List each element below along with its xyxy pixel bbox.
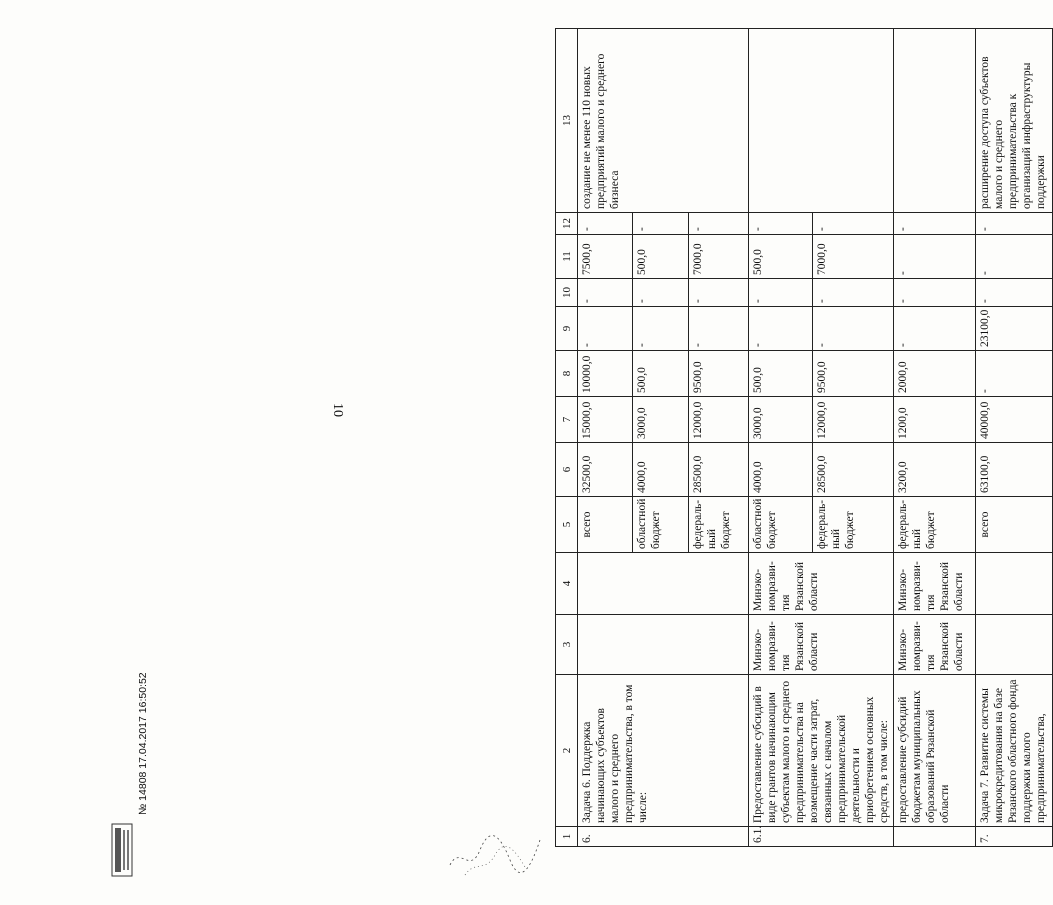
value-cell: - bbox=[976, 213, 1053, 235]
table-row bbox=[578, 29, 633, 847]
header-cell: 6 bbox=[556, 443, 578, 497]
coexecutor-cell bbox=[976, 553, 1053, 615]
value-cell: - bbox=[633, 213, 689, 235]
row-number: 7. bbox=[976, 827, 1053, 847]
value-cell: - bbox=[976, 235, 1053, 279]
value-cell: - bbox=[749, 213, 813, 235]
value-cell: 15000,0 bbox=[578, 397, 633, 443]
value-cell: 3000,0 bbox=[633, 397, 689, 443]
value-cell: - bbox=[749, 307, 813, 351]
value-cell: - bbox=[578, 213, 633, 235]
coexecutor-cell bbox=[578, 553, 749, 615]
value-cell: - bbox=[812, 307, 893, 351]
value-cell: 28500,0 bbox=[812, 443, 893, 497]
value-cell: 1200,0 bbox=[894, 397, 976, 443]
value-cell: - bbox=[976, 279, 1053, 307]
table-row bbox=[894, 29, 976, 847]
value-cell: - bbox=[633, 307, 689, 351]
value-cell: 12000,0 bbox=[812, 397, 893, 443]
value-cell: 4000,0 bbox=[749, 443, 813, 497]
value-cell: - bbox=[578, 279, 633, 307]
value-cell: 500,0 bbox=[749, 235, 813, 279]
header-cell: 12 bbox=[556, 213, 578, 235]
value-cell: - bbox=[894, 213, 976, 235]
value-cell: 3200,0 bbox=[894, 443, 976, 497]
value-cell: - bbox=[689, 279, 749, 307]
task-description: Задача 6. Поддержка начинающих субъектов малого и среднего предпринимательства, в том числе: bbox=[578, 675, 749, 827]
header-cell: 11 bbox=[556, 235, 578, 279]
value-cell: 23100,0 bbox=[976, 307, 1053, 351]
header-cell: 7 bbox=[556, 397, 578, 443]
header-cell: 2 bbox=[556, 675, 578, 827]
rotated-table-container bbox=[555, 29, 1047, 847]
header-cell: 3 bbox=[556, 615, 578, 675]
funding-source: федераль-ный бюджет bbox=[689, 497, 749, 553]
task-description: Задача 7. Развитие системы микрокредитования на базе Рязанского областного фонда поддержки малого предпринимательства, bbox=[976, 675, 1053, 827]
header-cell: 10 bbox=[556, 279, 578, 307]
value-cell: - bbox=[894, 307, 976, 351]
header-cell: 13 bbox=[556, 29, 578, 213]
value-cell: 7000,0 bbox=[689, 235, 749, 279]
expected-result: расширение доступа субъектов малого и среднего предпринимательства к организаций инфраструктуры поддержки bbox=[976, 29, 1053, 213]
funding-source: федераль-ный бюджет bbox=[812, 497, 893, 553]
value-cell: 28500,0 bbox=[689, 443, 749, 497]
value-cell: 9500,0 bbox=[812, 351, 893, 397]
value-cell: - bbox=[894, 235, 976, 279]
header-row bbox=[556, 29, 578, 847]
coexecutor-cell: Минэко-номразви-тия Рязанской области bbox=[749, 553, 894, 615]
table-row bbox=[976, 29, 1053, 847]
value-cell: 7000,0 bbox=[812, 235, 893, 279]
row-number: 6. bbox=[578, 827, 749, 847]
value-cell: 10000,0 bbox=[578, 351, 633, 397]
value-cell: - bbox=[812, 213, 893, 235]
value-cell: 12000,0 bbox=[689, 397, 749, 443]
value-cell: 7500,0 bbox=[578, 235, 633, 279]
executor-cell bbox=[976, 615, 1053, 675]
value-cell: 63100,0 bbox=[976, 443, 1053, 497]
value-cell: 500,0 bbox=[749, 351, 813, 397]
value-cell: 32500,0 bbox=[578, 443, 633, 497]
task-description: Предоставление субсидий в виде грантов начинающим субъектам малого и среднего предпринимательства на возмещение части затрат, связанных с началом предпринимательской деятельности и приобретением основных средств, в том числе: bbox=[749, 675, 894, 827]
header-cell: 5 bbox=[556, 497, 578, 553]
executor-cell: Минэко-номразви-тия Рязанской области bbox=[749, 615, 894, 675]
header-cell: 9 bbox=[556, 307, 578, 351]
funding-source: всего bbox=[976, 497, 1053, 553]
value-cell: - bbox=[633, 279, 689, 307]
program-table bbox=[555, 28, 1053, 847]
value-cell: - bbox=[578, 307, 633, 351]
value-cell: 2000,0 bbox=[894, 351, 976, 397]
value-cell: 3000,0 bbox=[749, 397, 813, 443]
table-row bbox=[749, 29, 813, 847]
signature-scribble bbox=[440, 815, 550, 885]
executor-cell: Минэко-номразви-тия Рязанской области bbox=[894, 615, 976, 675]
funding-source: областной бюджет bbox=[749, 497, 813, 553]
funding-source: федераль-ный бюджет bbox=[894, 497, 976, 553]
funding-source: областной бюджет bbox=[633, 497, 689, 553]
value-cell: - bbox=[689, 213, 749, 235]
funding-source: всего bbox=[578, 497, 633, 553]
value-cell: - bbox=[894, 279, 976, 307]
expected-result bbox=[894, 29, 976, 213]
row-number: 6.1. bbox=[749, 827, 894, 847]
row-number bbox=[894, 827, 976, 847]
coexecutor-cell: Минэко-номразви-тия Рязанской области bbox=[894, 553, 976, 615]
header-cell: 8 bbox=[556, 351, 578, 397]
value-cell: - bbox=[812, 279, 893, 307]
value-cell: 500,0 bbox=[633, 351, 689, 397]
value-cell: 9500,0 bbox=[689, 351, 749, 397]
task-description: предоставление субсидий бюджетам муниципальных образований Рязанской области bbox=[894, 675, 976, 827]
value-cell: 500,0 bbox=[633, 235, 689, 279]
value-cell: 4000,0 bbox=[633, 443, 689, 497]
value-cell: - bbox=[976, 351, 1053, 397]
expected-result: создание не менее 110 новых предприятий малого и среднего бизнеса bbox=[578, 29, 749, 213]
header-cell: 1 bbox=[556, 827, 578, 847]
executor-cell bbox=[578, 615, 749, 675]
header-cell: 4 bbox=[556, 553, 578, 615]
value-cell: - bbox=[749, 279, 813, 307]
stamp-logo-icon bbox=[110, 820, 134, 880]
value-cell: 40000,0 bbox=[976, 397, 1053, 443]
registration-stamp: № 14808 17.04.2017 16:50:52 bbox=[137, 672, 149, 815]
value-cell: - bbox=[689, 307, 749, 351]
page-number: 10 bbox=[330, 403, 345, 417]
expected-result bbox=[749, 29, 894, 213]
